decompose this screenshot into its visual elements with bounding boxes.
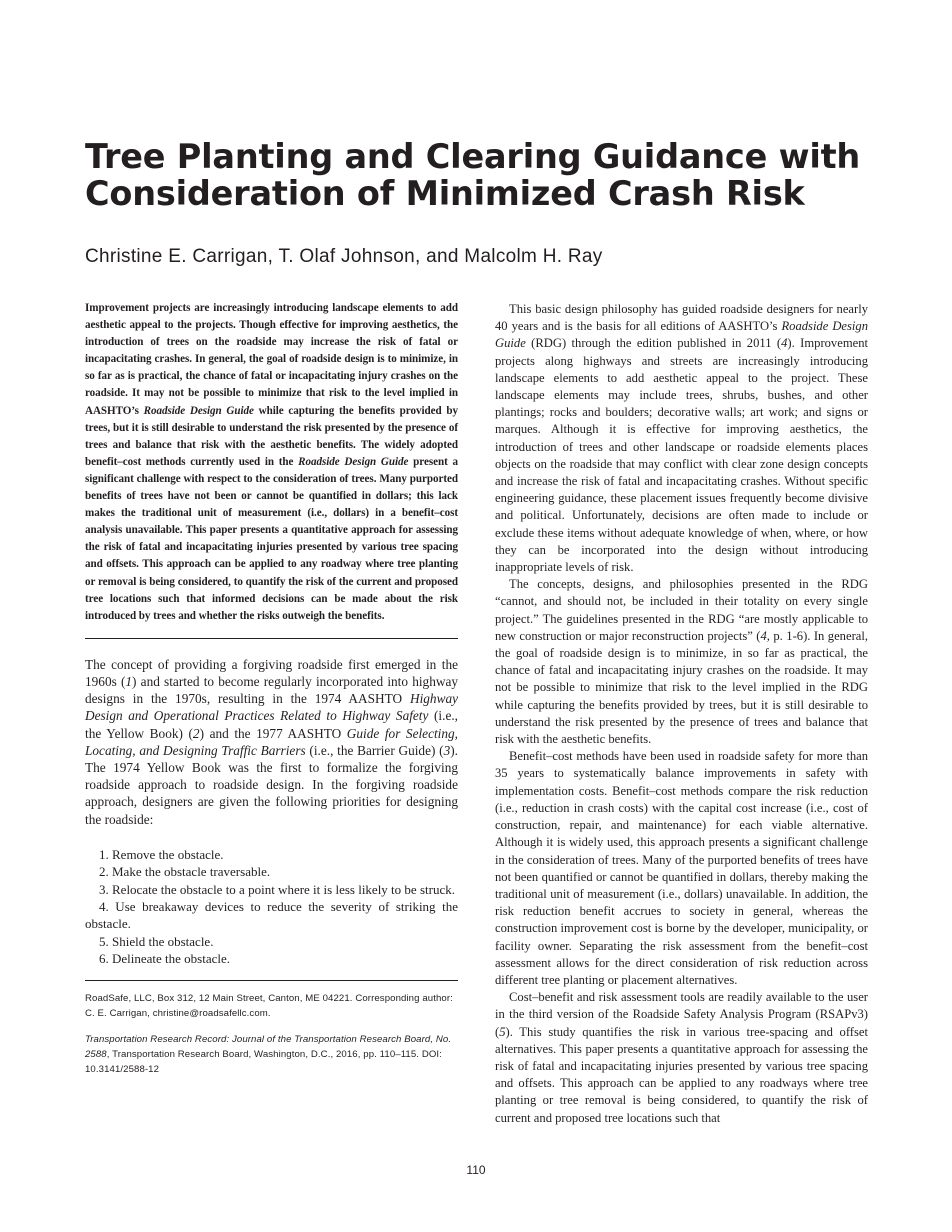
body-paragraph: This basic design philosophy has guided roadside designers for nearly 40 years and is the basis for all editions of AASHTO’s Roadside Design Guide (RDG) through the edition published in 2011 (4). Improvement projects along highways and streets are increasingly introducing landscape elements to add aesthetic appeal to the project. These landscape elements may include trees, shrubs, bushes, and other plantings; rocks and boulders; decorative walls; art work; and signs or marques. Although it is effective for improving aesthetics, the introduction of trees and other landscape or roadside elements places objects on the roadside that may conflict with clear zone design concepts and increase the risk of fatal and incapacitating crashes. Without specific engineering guidance, these placement issues frequently become divisive and political. Unfortunately, decisions are often made to include or exclude these items without adequate knowledge of when, where, or how they can be incorporated into the design without introducing inappropriate levels of risk. xyxy=(495,302,869,575)
priority-list xyxy=(85,846,458,968)
list-item: 6. Delineate the obstacle. xyxy=(99,951,231,967)
list-item: 4. Use breakaway devices to reduce the severity of striking the obstacle. xyxy=(85,899,458,932)
right-column xyxy=(495,301,868,1127)
body-paragraph: Benefit–cost methods have been used in roadside safety for more than 35 years to systematically balance improvements in safety with implementation costs. Benefit–cost methods compare the risk reduction (i.e., reduction in crash costs) with the capital cost increase (i.e., cost of construction, repair, and maintenance) for each viable alternative. Although it is widely used, this approach presents a significant challenge in the consideration of trees. Many of the purported benefits of trees have not been quantified or cannot be quantified in dollars, thereby making the traditional unit of measurement (i.e., dollars) unavailable. In addition, the risk reduction benefit accrues to society in general, whereas the construction improvement cost is borne by the developer, municipality, or facility owner. Separating the risk assessment from the benefit–cost assessment allows for the direct consideration of risk reduction across different tree planting or placement alternatives. xyxy=(495,749,868,987)
intro-paragraph: The concept of providing a forgiving roadside first emerged in the 1960s (1) and started to become regularly incorporated into highway designs in the 1970s, resulting in the 1974 AASHTO Highway Design and Operational Practices Related to Highway Safety (i.e., the Yellow Book) (2) and the 1977 AASHTO Guide for Selecting, Locating, and Designing Traffic Barriers (i.e., the Barrier Guide) (3). The 1974 Yellow Book was the first to formalize the forgiving roadside approach to roadside design. In the forgiving roadside approach, designers are given the following priorities for designing the roadside: xyxy=(85,656,458,827)
abstract: Improvement projects are increasingly introducing landscape elements to add aesthetic appeal to the projects. Though effective for improving aesthetics, the introduction of trees on the roadside may increase the risk of fatal or incapacitating crashes. In general, the goal of roadside design is to minimize, in so far as is practical, the chance of fatal or incapacitating injury crashes on the roadside. It may not be possible to minimize that risk to the level implied in AASHTO’s Roadside Design Guide while capturing the benefits provided by trees, but it is still desirable to understand the risk presented by the presence of trees and balance that risk with the aesthetic benefits. The widely adopted benefit–cost methods currently used in the Roadside Design Guide present a significant challenge with respect to the consideration of trees. Many purported benefits of trees have not been or cannot be quantified in dollars; this lack makes the traditional unit of measurement (i.e., dollars) in a benefit–cost analysis unavailable. This paper presents a quantitative approach for assessing the risk of fatal and incapacitating injuries presented by various tree spacing and offsets. This approach can be applied to any roadway where tree planting or removal is being considered, to quantify the risk of the current and proposed tree locations such that informed decisions can be made about the risk introduced by trees and whether the risks outweigh the benefits. xyxy=(85,302,458,622)
affiliation-footnote: RoadSafe, LLC, Box 312, 12 Main Street, Canton, ME 04221. Corresponding author: C. E. Carrigan, christine@roadsafellc.com. xyxy=(85,992,453,1019)
author-list: Christine E. Carrigan, T. Olaf Johnson, and Malcolm H. Ray xyxy=(85,246,603,267)
list-item: 5. Shield the obstacle. xyxy=(99,933,214,949)
abstract-divider xyxy=(85,638,458,639)
title-line-2: Consideration of Minimized Crash Risk xyxy=(85,174,805,213)
list-item: 2. Make the obstacle traversable. xyxy=(99,864,271,880)
page-number: 110 xyxy=(466,1163,486,1177)
list-item: 1. Remove the obstacle. xyxy=(99,846,224,862)
footnote-divider xyxy=(85,980,458,981)
list-item: 3. Relocate the obstacle to a point where it is less likely to be struck. xyxy=(99,881,455,897)
body-paragraph: Cost–benefit and risk assessment tools are readily available to the user in the third version of the Roadside Safety Analysis Program (RSAPv3) (5). This study quantifies the risk in various tree-spacing and offset alternatives. This paper presents a quantitative approach for assessing the risk of fatal and incapacitating injuries presented by various tree spacing and offsets. This approach can be applied to any roadways where tree planting or tree removal is being considered, to quantify the risk of current and proposed tree locations such that xyxy=(495,990,868,1125)
body-paragraph: The concepts, designs, and philosophies presented in the RDG “cannot, and should not, be included in their totality on every single project.” The guidelines presented in the RDG “are mostly applicable to new construction or major reconstruction projects” (4, p. 1-6). In general, the goal of roadside design is to minimize, in so far as practical, the chance of fatal and incapacitating injury crashes on the roadside. It may not be possible to minimize that risk to the level implied in the RDG while capturing the benefits provided by trees, but it is still desirable to understand the risk presented by the presence of trees and balance that risk with the aesthetic benefits. xyxy=(495,577,868,747)
left-column xyxy=(85,300,458,1077)
title-line-1: Tree Planting and Clearing Guidance with xyxy=(85,137,861,176)
citation-footnote: Transportation Research Record: Journal of the Transportation Research Board, No. 2588, Transportation Research Board, Washington, D.C., 2016, pp. 110–115. DOI: 10.3141/2588-12 xyxy=(85,1033,452,1075)
paper-title xyxy=(85,138,885,212)
